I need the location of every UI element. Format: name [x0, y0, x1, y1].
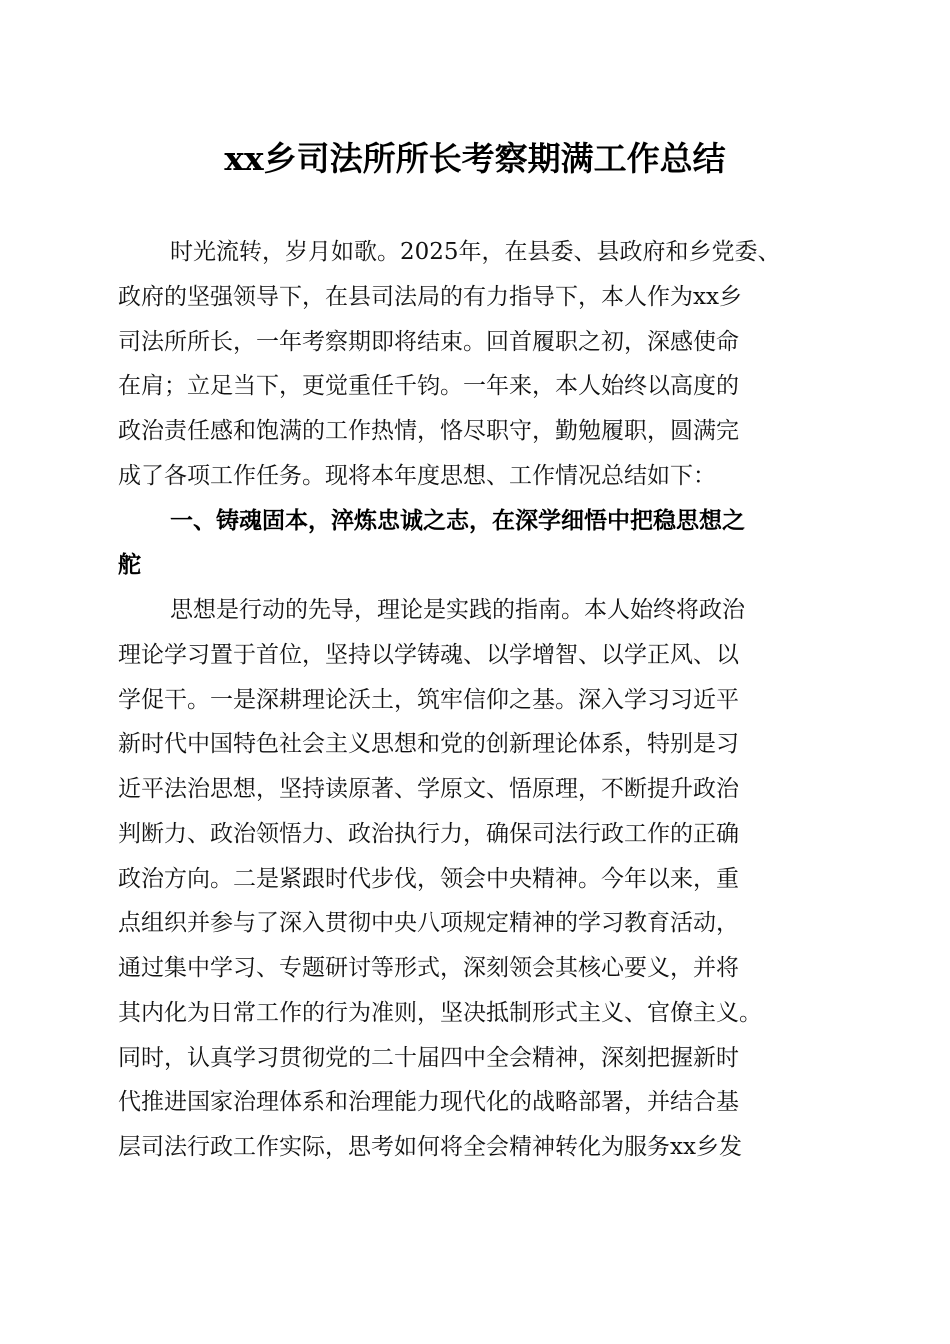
paragraph-body-line: 近平法治思想，坚持读原著、学原文、悟原理，不断提升政治: [118, 776, 739, 802]
document-title: xx乡司法所所长考察期满工作总结: [224, 139, 726, 178]
paragraph-intro-line: 政治责任感和饱满的工作热情，恪尽职守，勤勉履职，圆满完: [118, 418, 739, 444]
paragraph-body-line: 政治方向。二是紧跟时代步伐，领会中央精神。今年以来，重: [118, 866, 739, 892]
paragraph-intro-line: 在肩；立足当下，更觉重任千钧。一年来，本人始终以高度的: [118, 373, 739, 399]
paragraph-body-line: 判断力、政治领悟力、政治执行力，确保司法行政工作的正确: [118, 821, 739, 847]
section-heading-1: 一、铸魂固本，淬炼忠诚之志，在深学细悟中把稳思想之: [170, 508, 745, 534]
paragraph-body-line: 同时，认真学习贯彻党的二十届四中全会精神，深刻把握新时: [118, 1045, 739, 1071]
paragraph-body-line: 点组织并参与了深入贯彻中央八项规定精神的学习教育活动，: [118, 910, 739, 936]
paragraph-body-line: 理论学习置于首位，坚持以学铸魂、以学增智、以学正风、以: [118, 642, 739, 668]
paragraph-body-line: 代推进国家治理体系和治理能力现代化的战略部署，并结合基: [118, 1089, 739, 1115]
paragraph-body-line: 新时代中国特色社会主义思想和党的创新理论体系，特别是习: [118, 731, 739, 757]
paragraph-intro-line: 成了各项工作任务。现将本年度思想、工作情况总结如下：: [118, 463, 716, 489]
paragraph-body-line: 其内化为日常工作的行为准则，坚决抵制形式主义、官僚主义。: [118, 1000, 762, 1026]
paragraph-intro-line: 时光流转，岁月如歌。2025年，在县委、县政府和乡党委、: [170, 239, 781, 265]
paragraph-body-line: 通过集中学习、专题研讨等形式，深刻领会其核心要义，并将: [118, 955, 739, 981]
section-heading-1-cont: 舵: [118, 552, 141, 578]
paragraph-body-line: 思想是行动的先导，理论是实践的指南。本人始终将政治: [170, 597, 745, 623]
paragraph-intro-line: 司法所所长，一年考察期即将结束。回首履职之初，深感使命: [118, 329, 739, 355]
paragraph-intro-line: 政府的坚强领导下，在县司法局的有力指导下，本人作为xx乡: [118, 284, 742, 310]
paragraph-body-line: 层司法行政工作实际，思考如何将全会精神转化为服务xx乡发: [118, 1134, 742, 1160]
paragraph-body-line: 学促干。一是深耕理论沃土，筑牢信仰之基。深入学习习近平: [118, 687, 739, 713]
